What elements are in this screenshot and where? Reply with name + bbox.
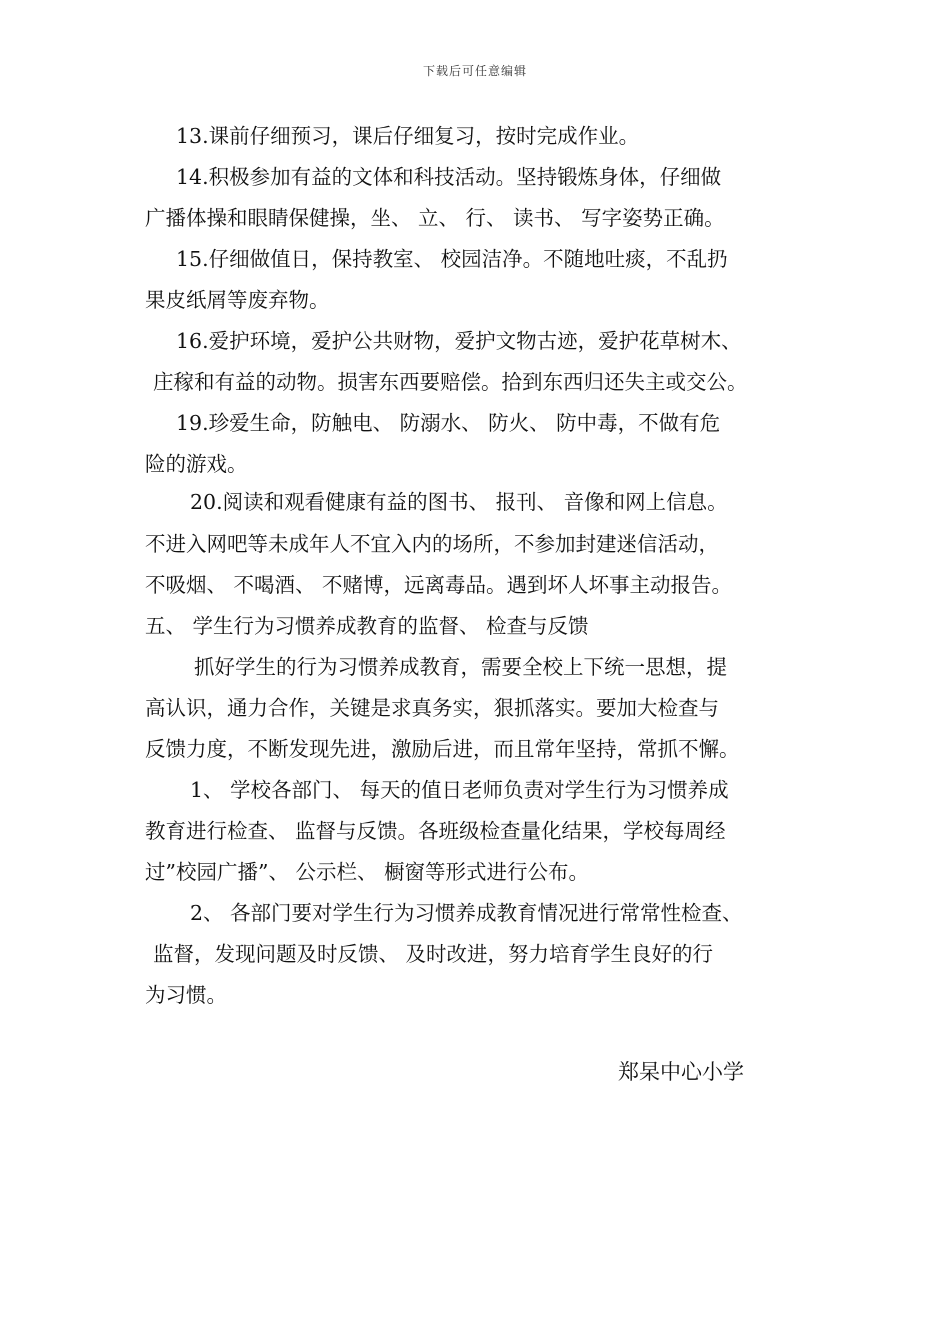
text-line-14a: 14.积极参加有益的文体和科技活动。坚持锻炼身体，仔细做 [176, 165, 722, 189]
section-heading-5: 五、 学生行为习惯养成教育的监督、 检查与反馈 [145, 614, 589, 638]
text-line-15b: 果皮纸屑等废弃物。 [145, 288, 330, 312]
text-line-item2c: 为习惯。 [145, 983, 227, 1007]
signature-school-name: 郑杲中心小学 [618, 1060, 744, 1084]
text-line-16b: 庄稼和有益的动物。损害东西要赔偿。拾到东西归还失主或交公。 [153, 370, 748, 394]
text-line-19b: 险的游戏。 [145, 452, 248, 476]
text-line-item2b: 监督，发现问题及时反馈、 及时改进，努力培育学生良好的行 [153, 942, 714, 966]
text-line-20c: 不吸烟、 不喝酒、 不赌博，远离毒品。遇到坏人坏事主动报告。 [145, 573, 733, 597]
text-line-item1b: 教育进行检查、 监督与反馈。各班级检查量化结果，学校每周经 [145, 819, 726, 843]
text-line-p1c: 反馈力度，不断发现先进，激励后进，而且常年坚持，常抓不懈。 [145, 737, 740, 761]
text-line-p1b: 高认识，通力合作，关键是求真务实，狠抓落实。要加大检查与 [145, 696, 719, 720]
text-line-item1c: 过”校园广播”、 公示栏、 橱窗等形式进行公布。 [145, 860, 589, 884]
text-line-13: 13.课前仔细预习，课后仔细复习，按时完成作业。 [176, 124, 640, 148]
text-line-19a: 19.珍爱生命，防触电、 防溺水、 防火、 防中毒，不做有危 [176, 411, 721, 435]
header-note: 下载后可任意编辑 [422, 64, 527, 78]
text-line-20b: 不进入网吧等未成年人不宜入内的场所，不参加封建迷信活动， [145, 532, 719, 556]
text-line-14b: 广播体操和眼睛保健操，坐、 立、 行、 读书、 写字姿势正确。 [145, 206, 725, 230]
text-line-p1a: 抓好学生的行为习惯养成教育，需要全校上下统一思想，提 [194, 655, 727, 679]
text-line-item2a: 2、 各部门要对学生行为习惯养成教育情况进行常常性检查、 [190, 901, 743, 925]
text-line-16a: 16.爱护环境，爱护公共财物，爱护文物古迹，爱护花草树木、 [176, 329, 742, 353]
text-line-15a: 15.仔细做值日，保持教室、 校园洁净。不随地吐痰，不乱扔 [176, 247, 728, 271]
text-line-20a: 20.阅读和观看健康有益的图书、 报刊、 音像和网上信息。 [190, 490, 728, 514]
text-line-item1a: 1、 学校各部门、 每天的值日老师负责对学生行为习惯养成 [190, 778, 729, 802]
